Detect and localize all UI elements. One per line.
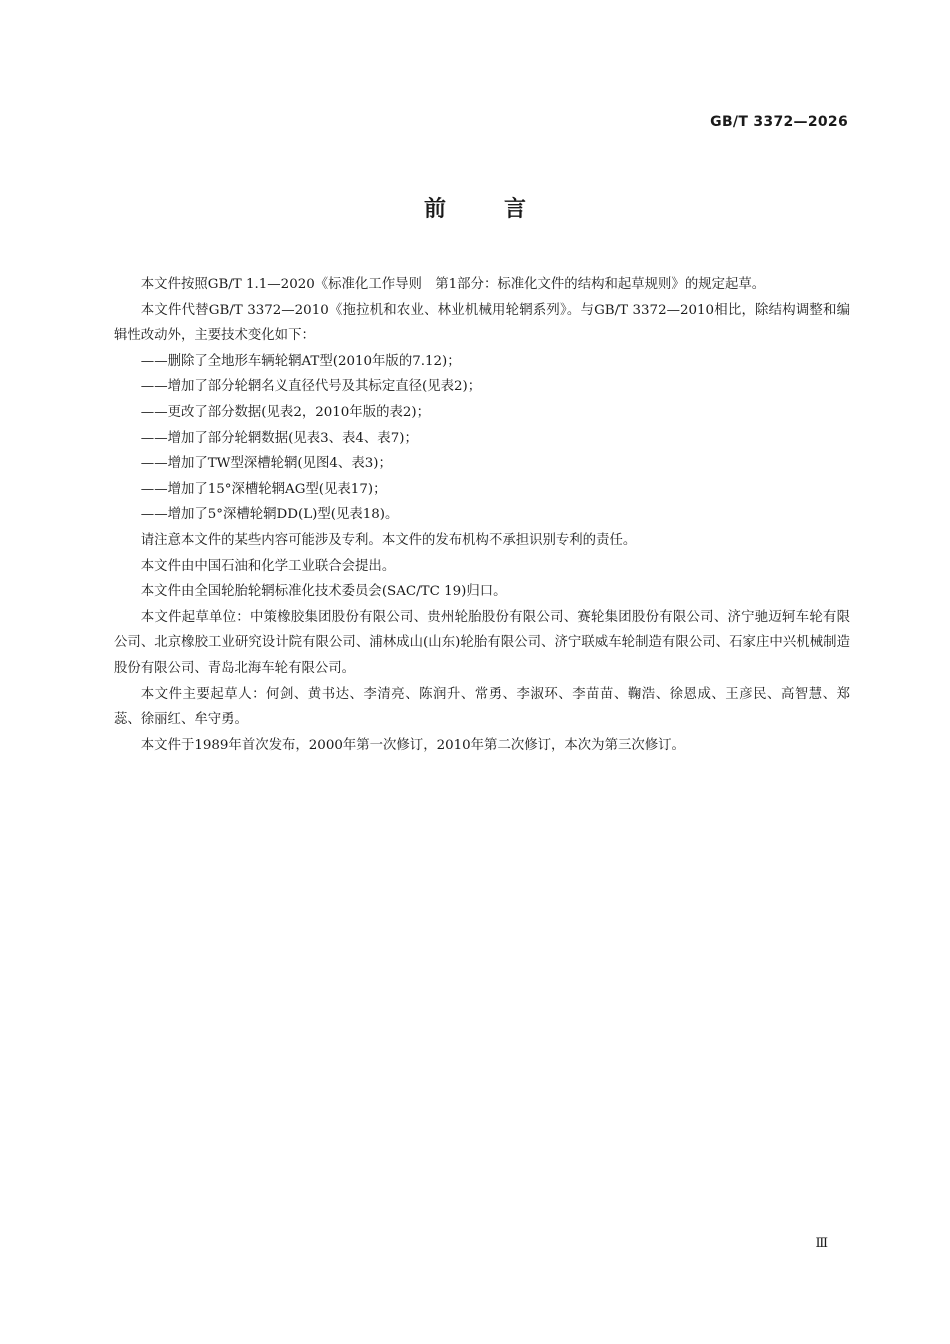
document-body <box>114 272 850 758</box>
paragraph-drafters: 本文件主要起草人：何剑、黄书达、李清亮、陈润升、常勇、李淑环、李苗苗、鞠浩、徐恩成、王彦民、高智慧、郑蕊、徐丽红、牟守勇。 <box>114 686 850 728</box>
page-number: Ⅲ <box>815 1236 828 1251</box>
change-list-item: ——增加了部分轮辋数据(见表3、表4、表7)； <box>140 430 418 446</box>
change-list-item: ——增加了部分轮辋名义直径代号及其标定直径(见表2)； <box>140 379 482 395</box>
paragraph-patent-notice: 请注意本文件的某些内容可能涉及专利。本文件的发布机构不承担识别专利的责任。 <box>140 532 637 548</box>
paragraph-history: 本文件于1989年首次发布，2000年第一次修订，2010年第二次修订，本次为第三次修订。 <box>140 737 685 753</box>
change-list-item: ——增加了TW型深槽轮辋(见图4、表3)； <box>140 456 392 472</box>
change-list-item: ——更改了部分数据(见表2，2010年版的表2)； <box>140 404 431 420</box>
page-title-char-2: 言 <box>504 197 527 222</box>
paragraph-replacement: 本文件代替GB/T 3372—2010《拖拉机和农业、林业机械用轮辋系列》。与GB/T 3372—2010相比，除结构调整和编辑性改动外，主要技术变化如下： <box>114 302 850 344</box>
page-title <box>0 192 950 223</box>
change-list-item: ——增加了5°深槽轮辋DD(L)型(见表18)。 <box>140 507 399 523</box>
paragraph-committee: 本文件由全国轮胎轮辋标准化技术委员会(SAC/TC 19)归口。 <box>140 584 507 600</box>
paragraph-drafting-rules: 本文件按照GB/T 1.1—2020《标准化工作导则 第1部分：标准化文件的结构和起草规则》的规定起草。 <box>140 277 766 292</box>
change-list-item: ——增加了15°深槽轮辋AG型(见表17)； <box>140 481 387 497</box>
paragraph-proposer: 本文件由中国石油和化学工业联合会提出。 <box>140 558 396 574</box>
page-title-char-1: 前 <box>423 197 446 222</box>
change-list-item: ——删除了全地形车辆轮辋AT型(2010年版的7.12)； <box>140 353 461 369</box>
standard-code: GB/T 3372—2026 <box>710 114 848 130</box>
paragraph-drafting-units: 本文件起草单位：中策橡胶集团股份有限公司、贵州轮胎股份有限公司、赛轮集团股份有限公司、济宁驰迈轲车轮有限公司、北京橡胶工业研究设计院有限公司、浦林成山(山东)轮胎有限公司、济宁联威车轮制造有限公司、石家庄中兴机械制造股份有限公司、青岛北海车轮有限公司。 <box>114 609 850 676</box>
